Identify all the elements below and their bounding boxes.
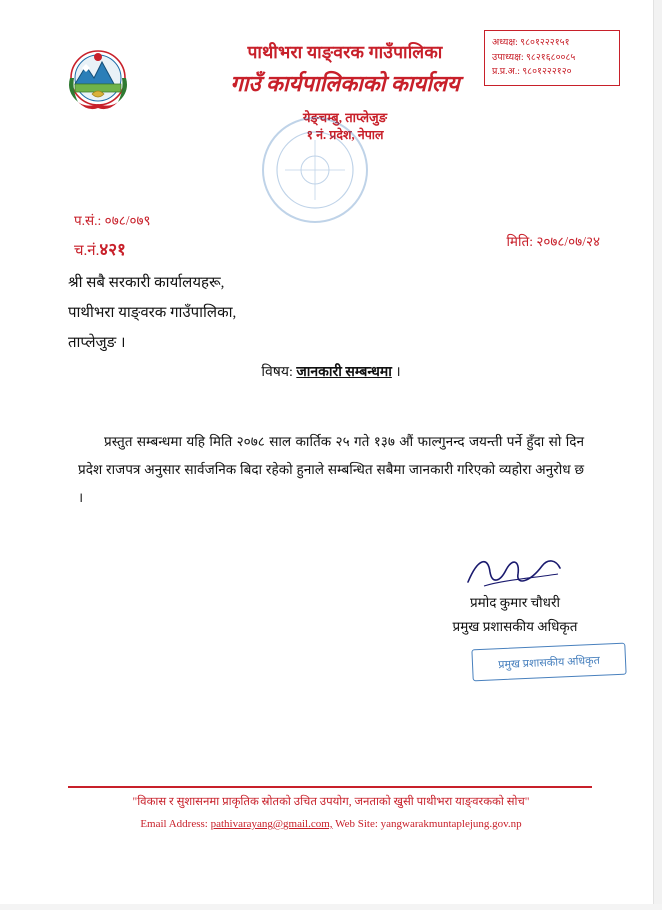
contact-info-box: [484, 30, 620, 86]
contact-cao: प्र.प्र.अ.: ९८०१२२२१२०: [492, 67, 572, 78]
reference-block: [74, 208, 151, 266]
contact-vice-chairperson: उपाध्यक्ष: ९८२१६८००८५: [492, 52, 576, 63]
addressee-line-2: पाथीभरा याङ्वरक गाउँपालिका,: [68, 305, 237, 321]
municipality-name: पाथीभरा याङ्वरक गाउँपालिका: [247, 42, 443, 62]
scan-edge-bottom: [0, 904, 662, 910]
chalani-number-row: [74, 234, 151, 266]
subject-line: [0, 362, 662, 381]
footer-contact: [0, 814, 662, 835]
office-place: येङ्चम्बु, ताप्लेजुङ: [303, 110, 387, 126]
chalani-number: ४२१: [99, 239, 126, 259]
contact-chairperson: अध्यक्ष: ९८०१२२२१५१: [492, 38, 570, 48]
scan-edge-right: [653, 0, 662, 910]
signature-block: [400, 552, 630, 671]
patra-sankhya: प.सं.: ०७८/०७९: [74, 213, 151, 228]
addressee-block: [68, 268, 236, 358]
email-label: Email Address:: [140, 817, 208, 830]
chalani-label: च.नं.: [74, 242, 100, 259]
nepal-government-emblem-icon: [62, 44, 134, 116]
letterhead: [0, 22, 662, 172]
addressee-line-3: ताप्लेजुङ ।: [68, 335, 126, 351]
addressee-line-1: श्री सबै सरकारी कार्यालयहरू,: [68, 275, 225, 291]
office-name: गाउँ कार्यपालिकाको कार्यालय: [230, 71, 460, 96]
footer-slogan: "विकास र सुशासनमा प्राकृतिक स्रोतको उचित उपयोग, जनताको खुसी पाथीभरा याङ्वरकको सोच": [132, 796, 530, 808]
letterhead-titles: [160, 42, 530, 144]
website-link[interactable]: yangwarakmuntaplejung.gov.np: [380, 817, 522, 830]
letter-date: मिति: २०७८/०७/२४: [506, 234, 600, 249]
handwritten-signature-icon: [400, 552, 630, 590]
office-province: १ नं. प्रदेश, नेपाल: [306, 127, 384, 142]
signatory-name: प्रमोद कुमार चौधरी: [469, 595, 561, 610]
email-link[interactable]: pathivarayang@gmail.com,: [210, 817, 333, 830]
subject-suffix: ।: [395, 365, 401, 380]
letter-body: प्रस्तुत सम्बन्धमा यहि मिति २०७८ साल कार्तिक २५ गते १३७ औं फाल्गुनन्द जयन्ती पर्ने हुँदा सो दिन प्रदेश राजपत्र अनुसार सार्वजनिक बिदा रहेको हुनाले सम्बन्धित सबैमा जानकारी गरिएको व्यहोरा अनुरोध छ ।: [78, 434, 584, 505]
signatory-title: प्रमुख प्रशासकीय अधिकृत: [452, 618, 578, 634]
footer: [0, 792, 662, 835]
subject-value: जानकारी सम्बन्धमा: [296, 365, 392, 380]
website-label: Web Site:: [335, 817, 378, 830]
subject-label: विषय:: [261, 365, 293, 380]
office-stamp: प्रमुख प्रशासकीय अधिकृत: [471, 643, 626, 682]
footer-divider: [68, 786, 592, 788]
